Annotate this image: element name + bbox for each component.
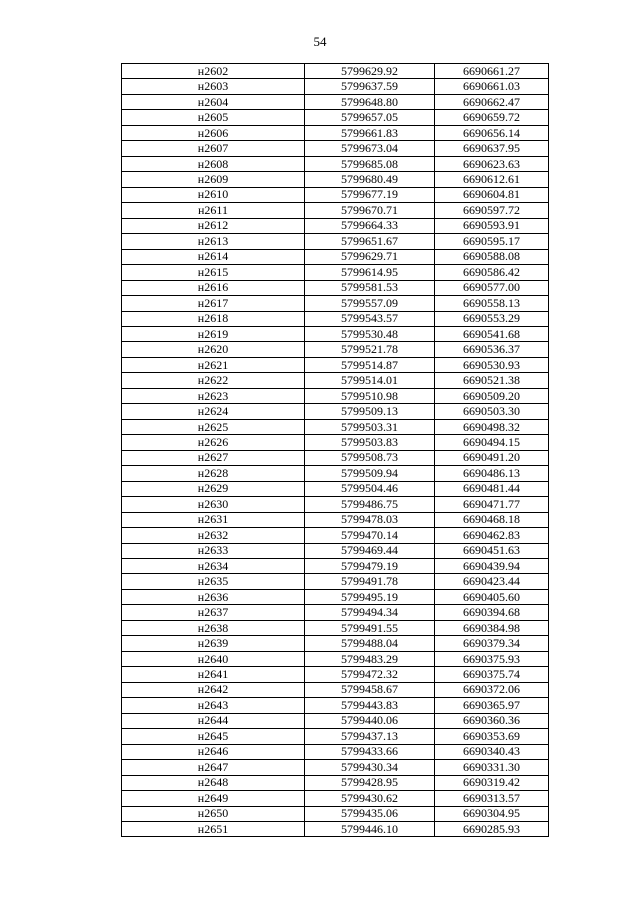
x-coordinate-cell: 5799629.92 (305, 64, 435, 79)
point-id-cell: н2619 (122, 326, 305, 341)
table-row (122, 326, 549, 341)
y-coordinate-cell: 6690503.30 (435, 404, 549, 419)
y-coordinate-cell: 6690313.57 (435, 791, 549, 806)
y-coordinate-cell: 6690659.72 (435, 110, 549, 125)
y-coordinate-cell: 6690481.44 (435, 481, 549, 496)
table-row (122, 667, 549, 682)
y-coordinate-cell: 6690384.98 (435, 620, 549, 635)
table-row (122, 512, 549, 527)
x-coordinate-cell: 5799521.78 (305, 342, 435, 357)
point-id-cell: н2637 (122, 605, 305, 620)
y-coordinate-cell: 6690451.63 (435, 543, 549, 558)
table-row (122, 729, 549, 744)
y-coordinate-cell: 6690405.60 (435, 589, 549, 604)
x-coordinate-cell: 5799491.55 (305, 620, 435, 635)
x-coordinate-cell: 5799509.13 (305, 404, 435, 419)
point-id-cell: н2606 (122, 125, 305, 140)
table-row (122, 466, 549, 481)
table-row (122, 450, 549, 465)
x-coordinate-cell: 5799581.53 (305, 280, 435, 295)
x-coordinate-cell: 5799437.13 (305, 729, 435, 744)
point-id-cell: н2649 (122, 791, 305, 806)
y-coordinate-cell: 6690331.30 (435, 760, 549, 775)
x-coordinate-cell: 5799486.75 (305, 497, 435, 512)
table-row (122, 234, 549, 249)
point-id-cell: н2602 (122, 64, 305, 79)
x-coordinate-cell: 5799504.46 (305, 481, 435, 496)
point-id-cell: н2610 (122, 187, 305, 202)
x-coordinate-cell: 5799433.66 (305, 744, 435, 759)
x-coordinate-cell: 5799509.94 (305, 466, 435, 481)
table-row (122, 589, 549, 604)
x-coordinate-cell: 5799637.59 (305, 79, 435, 94)
y-coordinate-cell: 6690661.03 (435, 79, 549, 94)
table-row (122, 775, 549, 790)
point-id-cell: н2605 (122, 110, 305, 125)
y-coordinate-cell: 6690588.08 (435, 249, 549, 264)
y-coordinate-cell: 6690494.15 (435, 435, 549, 450)
point-id-cell: н2632 (122, 528, 305, 543)
x-coordinate-cell: 5799446.10 (305, 821, 435, 836)
y-coordinate-cell: 6690319.42 (435, 775, 549, 790)
coordinates-table-body (122, 64, 549, 837)
point-id-cell: н2607 (122, 141, 305, 156)
point-id-cell: н2626 (122, 435, 305, 450)
y-coordinate-cell: 6690623.63 (435, 156, 549, 171)
table-row (122, 713, 549, 728)
x-coordinate-cell: 5799514.01 (305, 373, 435, 388)
table-row (122, 357, 549, 372)
point-id-cell: н2639 (122, 636, 305, 651)
point-id-cell: н2616 (122, 280, 305, 295)
point-id-cell: н2625 (122, 419, 305, 434)
table-row (122, 497, 549, 512)
y-coordinate-cell: 6690536.37 (435, 342, 549, 357)
y-coordinate-cell: 6690486.13 (435, 466, 549, 481)
x-coordinate-cell: 5799443.83 (305, 698, 435, 713)
x-coordinate-cell: 5799479.19 (305, 559, 435, 574)
x-coordinate-cell: 5799470.14 (305, 528, 435, 543)
table-row (122, 698, 549, 713)
point-id-cell: н2628 (122, 466, 305, 481)
x-coordinate-cell: 5799458.67 (305, 682, 435, 697)
point-id-cell: н2635 (122, 574, 305, 589)
x-coordinate-cell: 5799670.71 (305, 203, 435, 218)
x-coordinate-cell: 5799469.44 (305, 543, 435, 558)
y-coordinate-cell: 6690662.47 (435, 94, 549, 109)
table-row (122, 342, 549, 357)
x-coordinate-cell: 5799503.31 (305, 419, 435, 434)
table-row (122, 574, 549, 589)
table-row (122, 94, 549, 109)
x-coordinate-cell: 5799680.49 (305, 172, 435, 187)
x-coordinate-cell: 5799685.08 (305, 156, 435, 171)
point-id-cell: н2621 (122, 357, 305, 372)
point-id-cell: н2615 (122, 265, 305, 280)
y-coordinate-cell: 6690471.77 (435, 497, 549, 512)
y-coordinate-cell: 6690661.27 (435, 64, 549, 79)
y-coordinate-cell: 6690360.36 (435, 713, 549, 728)
y-coordinate-cell: 6690340.43 (435, 744, 549, 759)
x-coordinate-cell: 5799677.19 (305, 187, 435, 202)
x-coordinate-cell: 5799495.19 (305, 589, 435, 604)
y-coordinate-cell: 6690586.42 (435, 265, 549, 280)
x-coordinate-cell: 5799651.67 (305, 234, 435, 249)
table-row (122, 265, 549, 280)
x-coordinate-cell: 5799648.80 (305, 94, 435, 109)
table-row (122, 605, 549, 620)
x-coordinate-cell: 5799543.57 (305, 311, 435, 326)
x-coordinate-cell: 5799614.95 (305, 265, 435, 280)
point-id-cell: н2608 (122, 156, 305, 171)
x-coordinate-cell: 5799435.06 (305, 806, 435, 821)
y-coordinate-cell: 6690285.93 (435, 821, 549, 836)
y-coordinate-cell: 6690375.74 (435, 667, 549, 682)
table-row (122, 404, 549, 419)
y-coordinate-cell: 6690558.13 (435, 296, 549, 311)
point-id-cell: н2650 (122, 806, 305, 821)
point-id-cell: н2647 (122, 760, 305, 775)
point-id-cell: н2630 (122, 497, 305, 512)
x-coordinate-cell: 5799478.03 (305, 512, 435, 527)
x-coordinate-cell: 5799530.48 (305, 326, 435, 341)
table-row (122, 760, 549, 775)
table-row (122, 79, 549, 94)
y-coordinate-cell: 6690604.81 (435, 187, 549, 202)
point-id-cell: н2633 (122, 543, 305, 558)
x-coordinate-cell: 5799664.33 (305, 218, 435, 233)
table-row (122, 218, 549, 233)
table-row (122, 559, 549, 574)
x-coordinate-cell: 5799428.95 (305, 775, 435, 790)
point-id-cell: н2644 (122, 713, 305, 728)
y-coordinate-cell: 6690372.06 (435, 682, 549, 697)
point-id-cell: н2642 (122, 682, 305, 697)
point-id-cell: н2643 (122, 698, 305, 713)
point-id-cell: н2634 (122, 559, 305, 574)
table-row (122, 110, 549, 125)
point-id-cell: н2627 (122, 450, 305, 465)
y-coordinate-cell: 6690595.17 (435, 234, 549, 249)
y-coordinate-cell: 6690462.83 (435, 528, 549, 543)
x-coordinate-cell: 5799510.98 (305, 388, 435, 403)
x-coordinate-cell: 5799508.73 (305, 450, 435, 465)
x-coordinate-cell: 5799514.87 (305, 357, 435, 372)
x-coordinate-cell: 5799673.04 (305, 141, 435, 156)
x-coordinate-cell: 5799440.06 (305, 713, 435, 728)
y-coordinate-cell: 6690577.00 (435, 280, 549, 295)
point-id-cell: н2623 (122, 388, 305, 403)
y-coordinate-cell: 6690498.32 (435, 419, 549, 434)
table-row (122, 744, 549, 759)
table-row (122, 172, 549, 187)
x-coordinate-cell: 5799557.09 (305, 296, 435, 311)
x-coordinate-cell: 5799657.05 (305, 110, 435, 125)
point-id-cell: н2614 (122, 249, 305, 264)
table-row (122, 296, 549, 311)
y-coordinate-cell: 6690439.94 (435, 559, 549, 574)
point-id-cell: н2629 (122, 481, 305, 496)
point-id-cell: н2638 (122, 620, 305, 635)
point-id-cell: н2613 (122, 234, 305, 249)
table-row (122, 435, 549, 450)
y-coordinate-cell: 6690375.93 (435, 651, 549, 666)
table-row (122, 682, 549, 697)
table-row (122, 481, 549, 496)
x-coordinate-cell: 5799430.62 (305, 791, 435, 806)
page-number: 54 (313, 34, 327, 49)
table-row (122, 125, 549, 140)
point-id-cell: н2636 (122, 589, 305, 604)
table-row (122, 203, 549, 218)
x-coordinate-cell: 5799430.34 (305, 760, 435, 775)
y-coordinate-cell: 6690304.95 (435, 806, 549, 821)
point-id-cell: н2622 (122, 373, 305, 388)
table-row (122, 187, 549, 202)
x-coordinate-cell: 5799488.04 (305, 636, 435, 651)
point-id-cell: н2609 (122, 172, 305, 187)
y-coordinate-cell: 6690394.68 (435, 605, 549, 620)
table-row (122, 528, 549, 543)
y-coordinate-cell: 6690597.72 (435, 203, 549, 218)
table-row (122, 620, 549, 635)
x-coordinate-cell: 5799491.78 (305, 574, 435, 589)
table-row (122, 651, 549, 666)
y-coordinate-cell: 6690365.97 (435, 698, 549, 713)
x-coordinate-cell: 5799483.29 (305, 651, 435, 666)
point-id-cell: н2631 (122, 512, 305, 527)
point-id-cell: н2603 (122, 79, 305, 94)
point-id-cell: н2641 (122, 667, 305, 682)
x-coordinate-cell: 5799494.34 (305, 605, 435, 620)
table-row (122, 141, 549, 156)
table-row (122, 388, 549, 403)
y-coordinate-cell: 6690468.18 (435, 512, 549, 527)
coordinates-table (121, 63, 549, 837)
x-coordinate-cell: 5799629.71 (305, 249, 435, 264)
y-coordinate-cell: 6690612.61 (435, 172, 549, 187)
y-coordinate-cell: 6690541.68 (435, 326, 549, 341)
point-id-cell: н2645 (122, 729, 305, 744)
point-id-cell: н2651 (122, 821, 305, 836)
y-coordinate-cell: 6690637.95 (435, 141, 549, 156)
table-row (122, 821, 549, 836)
table-row (122, 543, 549, 558)
y-coordinate-cell: 6690521.38 (435, 373, 549, 388)
point-id-cell: н2646 (122, 744, 305, 759)
table-row (122, 280, 549, 295)
table-row (122, 311, 549, 326)
point-id-cell: н2620 (122, 342, 305, 357)
point-id-cell: н2611 (122, 203, 305, 218)
table-row (122, 373, 549, 388)
y-coordinate-cell: 6690423.44 (435, 574, 549, 589)
point-id-cell: н2624 (122, 404, 305, 419)
point-id-cell: н2618 (122, 311, 305, 326)
point-id-cell: н2604 (122, 94, 305, 109)
table-row (122, 791, 549, 806)
y-coordinate-cell: 6690593.91 (435, 218, 549, 233)
point-id-cell: н2648 (122, 775, 305, 790)
y-coordinate-cell: 6690553.29 (435, 311, 549, 326)
table-row (122, 636, 549, 651)
x-coordinate-cell: 5799503.83 (305, 435, 435, 450)
y-coordinate-cell: 6690491.20 (435, 450, 549, 465)
table-row (122, 249, 549, 264)
x-coordinate-cell: 5799472.32 (305, 667, 435, 682)
y-coordinate-cell: 6690353.69 (435, 729, 549, 744)
y-coordinate-cell: 6690509.20 (435, 388, 549, 403)
y-coordinate-cell: 6690530.93 (435, 357, 549, 372)
x-coordinate-cell: 5799661.83 (305, 125, 435, 140)
point-id-cell: н2617 (122, 296, 305, 311)
y-coordinate-cell: 6690656.14 (435, 125, 549, 140)
table-row (122, 64, 549, 79)
point-id-cell: н2612 (122, 218, 305, 233)
table-row (122, 806, 549, 821)
table-row (122, 419, 549, 434)
point-id-cell: н2640 (122, 651, 305, 666)
table-row (122, 156, 549, 171)
y-coordinate-cell: 6690379.34 (435, 636, 549, 651)
